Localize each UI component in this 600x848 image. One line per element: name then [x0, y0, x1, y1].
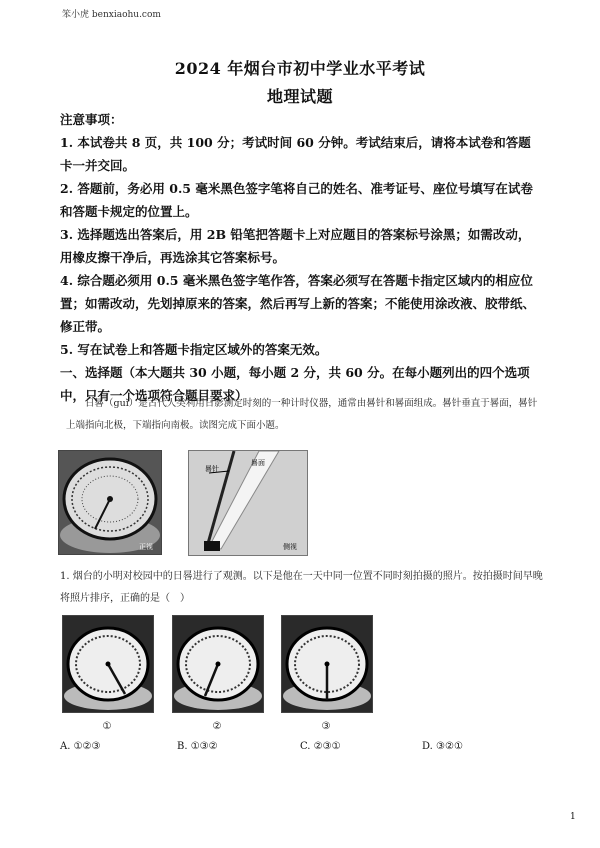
- sundial-side-photo: [188, 450, 308, 556]
- sundial-front-photo: [58, 450, 162, 555]
- site-header: 笨小虎 benxiaohu.com: [62, 10, 161, 20]
- exam-subtitle: 地理试题: [266, 87, 333, 106]
- option-c[interactable]: C. ②③①: [300, 741, 341, 752]
- page-number: 1: [570, 812, 576, 822]
- notice-item-5: 5. 写在试卷上和答题卡指定区域外的答案无效。: [60, 342, 328, 357]
- photo-1: [62, 615, 154, 713]
- face-label: 晷面: [251, 459, 265, 467]
- intro-text: 日晷（guǐ）是古代人类利用日影测定时刻的一种计时仪器，通常由晷针和晷面组成。晷针垂直于晷面，晷针上端指向北极，下端指向南极。读图完成下面小题。: [66, 398, 538, 431]
- question-1: 1. 烟台的小明对校园中的日晷进行了观测。以下是他在一天中同一位置不同时刻拍摄的照片。按拍摄时间早晚将照片排序，正确的是（ ）: [60, 571, 543, 604]
- notice-heading: 注意事项：: [60, 112, 123, 127]
- side-view-label: 侧视: [283, 543, 297, 551]
- option-b[interactable]: B. ①③②: [177, 741, 218, 752]
- front-view-label: 正视: [139, 543, 153, 551]
- notice-item-1: 1. 本试卷共 8 页，共 100 分；考试时间 60 分钟。考试结束后，请将本试卷和答题卡一并交回。: [60, 135, 531, 173]
- notice-item-3: 3. 选择题选出答案后，用 2B 铅笔把答题卡上对应题目的答案标号涂黑；如需改动，用橡皮擦干净后，再选涂其它答案标号。: [60, 227, 531, 265]
- section-heading: 一、选择题（本大题共 30 小题，每小题 2 分，共 60 分。在每小题列出的四个选项中，只有一个选项符合题目要求）: [60, 365, 530, 403]
- photo-label-2: ②: [212, 721, 222, 732]
- gnomon-label: 晷针: [205, 465, 219, 473]
- notice-block: [60, 108, 542, 407]
- photo-label-3: ③: [321, 721, 331, 732]
- notice-item-2: 2. 答题前，务必用 0.5 毫米黑色签字笔将自己的姓名、准考证号、座位号填写在试卷和答题卡规定的位置上。: [60, 181, 533, 219]
- sundial-photo-1-image: [63, 616, 153, 712]
- photo-2: [172, 615, 264, 713]
- sundial-front-image: [59, 451, 161, 554]
- exam-title: 2024 年烟台市初中学业水平考试: [174, 59, 426, 78]
- sundial-photo-3-image: [282, 616, 372, 712]
- sundial-side-image: [189, 451, 307, 555]
- option-d[interactable]: D. ③②①: [422, 741, 463, 752]
- photo-label-1: ①: [102, 721, 112, 732]
- notice-item-4: 4. 综合题必须用 0.5 毫米黑色签字笔作答，答案必须写在答题卡指定区域内的相应位置；如需改动，先划掉原来的答案，然后再写上新的答案；不能使用涂改液、胶带纸、修正带。: [60, 273, 536, 334]
- sundial-photo-2-image: [173, 616, 263, 712]
- photo-3: [281, 615, 373, 713]
- option-a[interactable]: A. ①②③: [60, 741, 101, 752]
